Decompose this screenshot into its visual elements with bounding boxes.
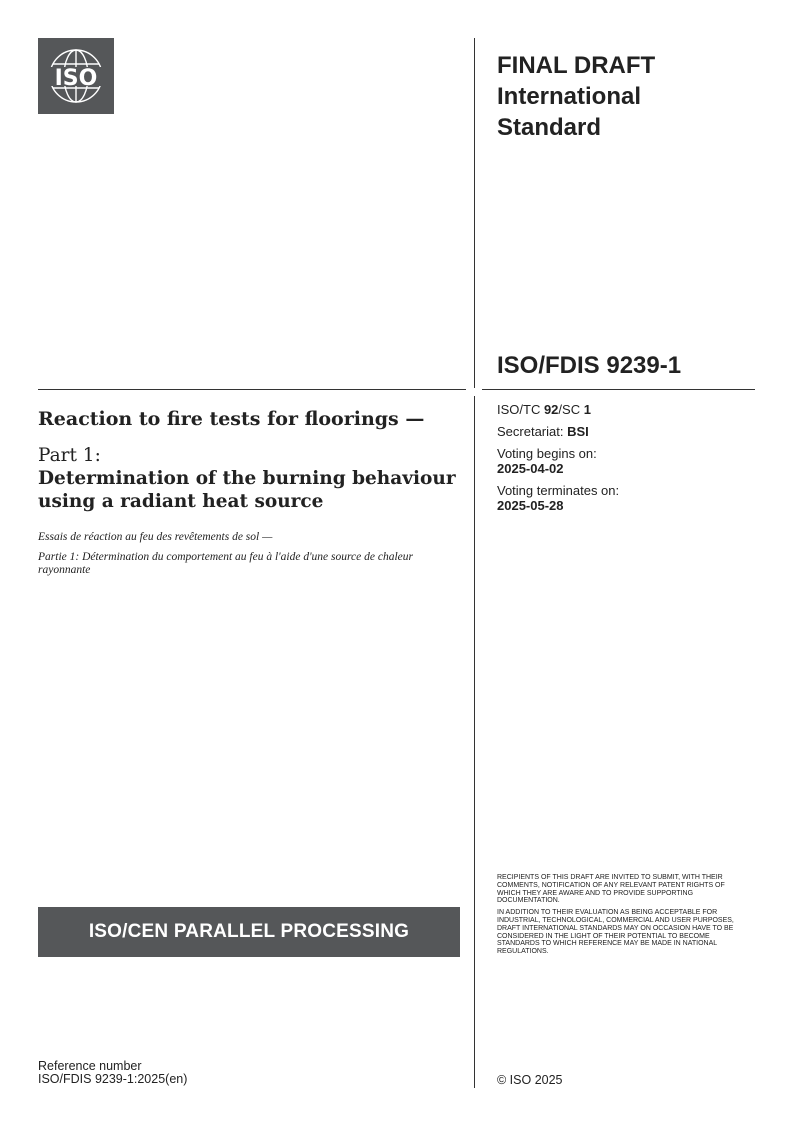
secretariat [497, 424, 752, 439]
voting-terminates-label: Voting terminates on: [497, 483, 620, 498]
part-label: Part 1: [38, 445, 101, 466]
iso-globe-icon [38, 38, 114, 114]
horizontal-divider-right [482, 389, 755, 390]
part-title: Determination of the burning behaviour using a radiant heat source [38, 468, 456, 512]
title-block [38, 407, 458, 577]
secretariat-label: Secretariat: [497, 424, 568, 439]
notice-paragraph-1: RECIPIENTS OF THIS DRAFT ARE INVITED TO SUBMIT, WITH THEIR COMMENTS, NOTIFICATION OF ANY RELEVANT PATENT RIGHTS OF WHICH THEY ARE AWARE AND TO PROVIDE SUPPORTING DOCUMENTATION. [497, 874, 725, 905]
committee-sc: 1 [583, 402, 591, 417]
committee [497, 402, 752, 417]
committee-mid: /SC [558, 402, 584, 417]
copyright: © ISO 2025 [497, 1073, 563, 1087]
voting-begins [497, 446, 752, 476]
voting-terminates [497, 483, 752, 513]
french-part-title: Partie 1: Détermination du comportement au feu à l'aide d'une source de chaleur rayonnante [38, 551, 413, 576]
status-line-3: Standard [497, 114, 602, 141]
iso-logo-text: ISO [54, 66, 98, 91]
horizontal-divider-left [38, 389, 466, 390]
voting-begins-value: 2025-04-02 [497, 461, 564, 476]
notice-paragraph-2: IN ADDITION TO THEIR EVALUATION AS BEING ACCEPTABLE FOR INDUSTRIAL, TECHNOLOGICAL, COMMERCIAL AND USER PURPOSES, DRAFT INTERNATIONAL STANDARDS MAY ON OCCASION HAVE TO BE CONSIDERED IN THE LIGHT OF THEIR POTENTIAL TO BECOME STANDARDS TO WHICH REFERENCE MAY BE MADE IN NATIONAL REGULATIONS. [497, 909, 734, 956]
document-status [497, 50, 757, 143]
voting-begins-label: Voting begins on: [497, 446, 597, 461]
draft-notice [497, 874, 749, 960]
french-title: Essais de réaction au feu des revêtements de sol — [38, 531, 273, 543]
document-meta [497, 402, 752, 520]
status-line-2: International [497, 83, 642, 110]
main-title: Reaction to fire tests for floorings — [38, 408, 425, 430]
reference-label: Reference number [38, 1059, 142, 1073]
vertical-divider-bottom [474, 396, 475, 1088]
reference-value: ISO/FDIS 9239-1:2025(en) [38, 1072, 188, 1086]
status-line-1: FINAL DRAFT [497, 52, 656, 79]
iso-logo [38, 38, 114, 114]
parallel-processing-banner: ISO/CEN PARALLEL PROCESSING [38, 907, 460, 957]
committee-tc: 92 [543, 402, 559, 417]
document-number: ISO/FDIS 9239-1 [497, 352, 682, 379]
vertical-divider-top [474, 38, 475, 388]
committee-prefix: ISO/TC [497, 402, 544, 417]
reference-number [38, 1060, 187, 1086]
voting-terminates-value: 2025-05-28 [497, 498, 564, 513]
secretariat-value: BSI [567, 424, 589, 439]
